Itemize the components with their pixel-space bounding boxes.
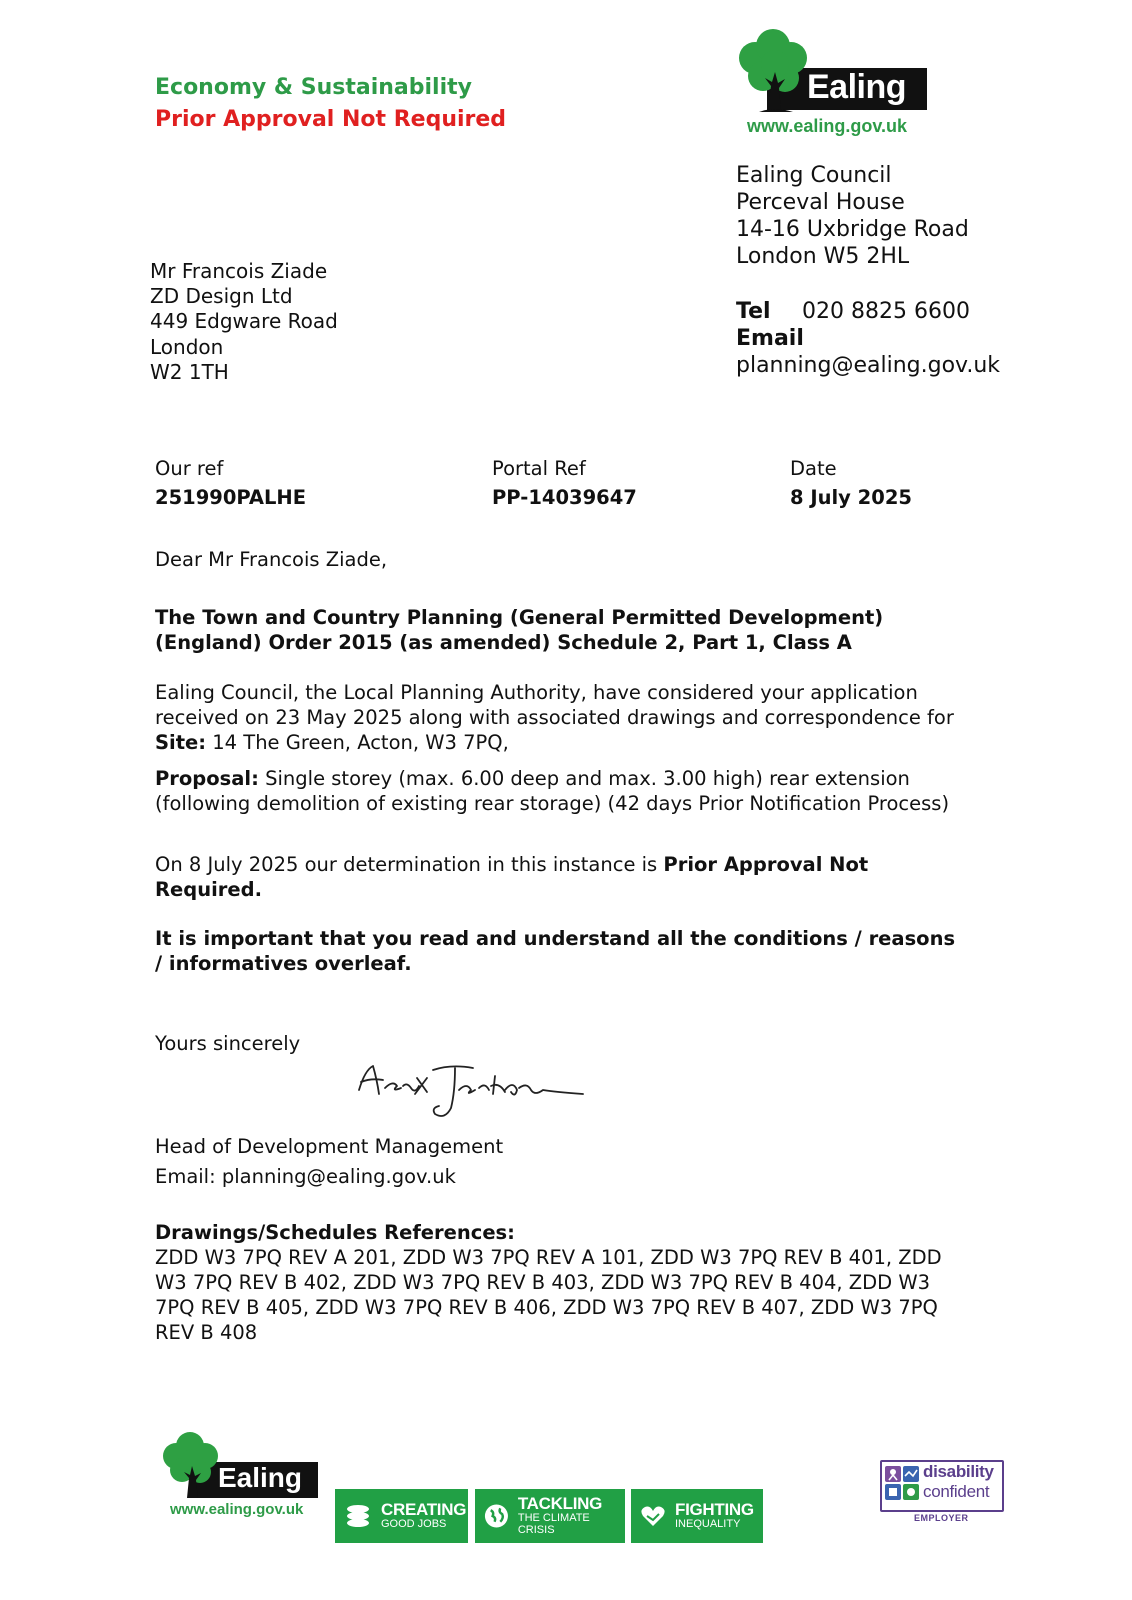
footer-ealing-logo (160, 1432, 325, 1524)
email-value: planning@ealing.gov.uk (736, 353, 1001, 378)
date-value: 8 July 2025 (790, 486, 912, 509)
portal-ref (492, 457, 637, 509)
letter-date (790, 457, 912, 509)
signatory-block (155, 1132, 503, 1192)
recipient-line: ZD Design Ltd (150, 284, 293, 309)
tile-title: CREATING (381, 1500, 467, 1519)
drawings-line: W3 7PQ REV B 402, ZDD W3 7PQ REV B 403, ZDD W3 7PQ REV B 404, ZDD W3 (155, 1271, 931, 1294)
disability-line3: EMPLOYER (914, 1513, 969, 1523)
department-heading: Economy & Sustainability (155, 75, 472, 100)
site-label: Site: (155, 731, 207, 754)
portal-ref-label: Portal Ref (492, 457, 586, 480)
council-contact (736, 298, 1000, 379)
tel-label: Tel (736, 299, 771, 324)
signature (355, 1052, 595, 1132)
ealing-logo (735, 28, 935, 143)
footer-logo-url: www.ealing.gov.uk (170, 1501, 304, 1518)
tile-subtitle: GOOD JOBS (381, 1518, 447, 1530)
tile-creating-good-jobs (335, 1489, 468, 1543)
drawings-section (155, 1220, 942, 1345)
logo-wordmark: Ealing (807, 68, 907, 106)
tile-subtitle: INEQUALITY (675, 1518, 741, 1530)
recipient-address (150, 259, 338, 385)
our-ref (155, 457, 306, 509)
tile-fighting-inequality (631, 1489, 763, 1543)
disability-symbols-icon (885, 1466, 921, 1502)
council-address-line: 14-16 Uxbridge Road (736, 217, 969, 242)
tile-tackling-climate-crisis (475, 1489, 625, 1543)
globe-icon (483, 1502, 510, 1530)
drawings-heading: Drawings/Schedules References: (155, 1221, 515, 1244)
proposal-label: Proposal: (155, 767, 259, 790)
determination-paragraph: On 8 July 2025 our determination in this instance is Prior Approval Not Required. (155, 853, 869, 901)
coins-icon (343, 1501, 373, 1531)
our-ref-label: Our ref (155, 457, 224, 480)
tile-title: TACKLING (517, 1494, 603, 1513)
disability-confident-badge (880, 1460, 1004, 1530)
legislation-title: The Town and Country Planning (General Permitted Development) (England) Order 2015 (as amended) Schedule 2, Part 1, Class A (155, 606, 884, 654)
proposal-paragraph: Proposal: Single storey (max. 6.00 deep and max. 3.00 high) rear extension (following demolition of existing rear storage) (42 days Prior Notification Process) (155, 767, 950, 815)
signatory-title: Head of Development Management (155, 1135, 504, 1158)
logo-url: www.ealing.gov.uk (747, 116, 908, 136)
drawings-line: ZDD W3 7PQ REV A 201, ZDD W3 7PQ REV A 101, ZDD W3 7PQ REV B 401, ZDD (155, 1246, 942, 1269)
decision-heading: Prior Approval Not Required (155, 107, 507, 132)
council-address-line: Ealing Council (736, 163, 892, 188)
drawings-line: REV B 408 (155, 1321, 258, 1344)
closing: Yours sincerely (155, 1032, 301, 1055)
recipient-line: 449 Edgware Road (150, 309, 338, 334)
recipient-line: W2 1TH (150, 359, 229, 384)
our-ref-value: 251990PALHE (155, 486, 307, 509)
intro-paragraph: Ealing Council, the Local Planning Authority, have considered your application received on 23 May 2025 along with associated drawings and correspondence for Site: 14 The Green, Acton, W3 7PQ, (155, 681, 954, 754)
council-address (736, 162, 969, 270)
disability-line1: disability (923, 1462, 994, 1481)
date-label: Date (790, 457, 837, 480)
disability-line2: confident (923, 1482, 990, 1501)
signatory-email: Email: planning@ealing.gov.uk (155, 1165, 456, 1188)
salutation: Dear Mr Francois Ziade, (155, 548, 388, 571)
council-address-line: Perceval House (736, 190, 905, 215)
recipient-line: London (150, 334, 224, 359)
tile-subtitle: THE CLIMATE CRISIS (517, 1512, 590, 1536)
drawings-line: 7PQ REV B 405, ZDD W3 7PQ REV B 406, ZDD W3 7PQ REV B 407, ZDD W3 7PQ (155, 1296, 938, 1319)
council-address-line: London W5 2HL (736, 244, 910, 269)
tile-title: FIGHTING (675, 1500, 754, 1519)
site-value: 14 The Green, Acton, W3 7PQ, (206, 731, 509, 754)
important-notice: It is important that you read and understand all the conditions / reasons / informatives overleaf. (155, 927, 956, 975)
email-label: Email (736, 326, 804, 351)
portal-ref-value: PP-14039647 (492, 486, 637, 509)
heart-hands-icon (639, 1502, 667, 1530)
recipient-line: Mr Francois Ziade (150, 259, 328, 283)
tel-value: 020 8825 6600 (802, 299, 970, 324)
footer-logo-wordmark: Ealing (218, 1462, 303, 1493)
